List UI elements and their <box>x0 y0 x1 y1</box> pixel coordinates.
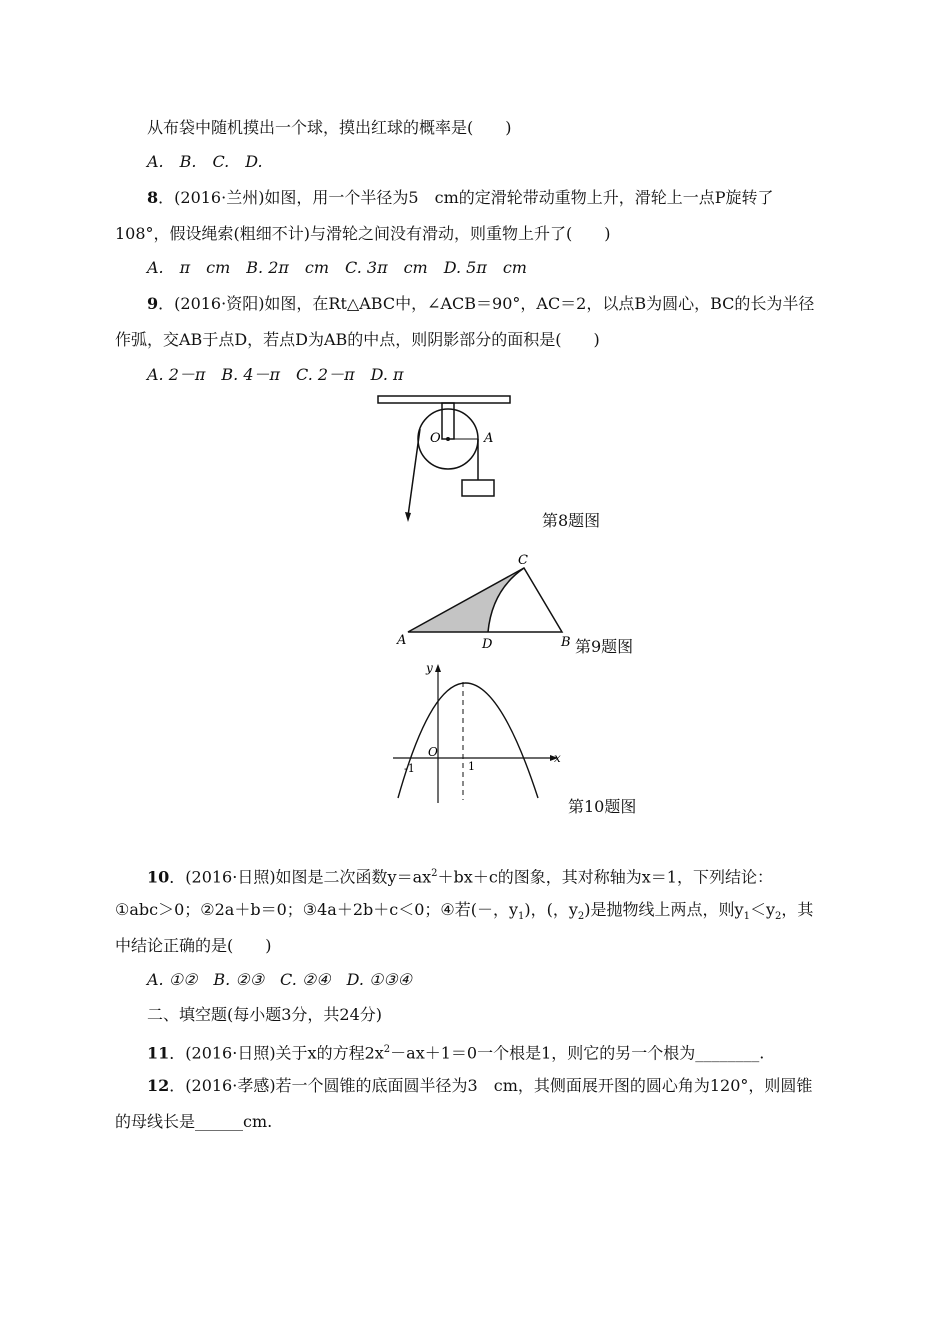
label-1: 1 <box>468 760 475 773</box>
q11-sup: 2 <box>383 1044 391 1055</box>
q10-sub4: 2 <box>775 911 782 923</box>
q10-sub1: 1 <box>518 911 525 923</box>
q11-text-a: ．(2016·日照)关于x的方程2x <box>169 1043 384 1063</box>
label-o: O <box>430 431 441 446</box>
q12-text: ．(2016·孝感)若一个圆锥的底面圆半径为3 cm，其侧面展开图的圆心角为120°，则圆锥 <box>169 1076 813 1095</box>
q7-options: A. B. C. D. <box>147 152 263 171</box>
fig9-caption: 第9题图 <box>575 637 634 656</box>
q10-line3: 中结论正确的是( ) <box>115 936 272 955</box>
q10-sup: 2 <box>431 868 438 879</box>
label-b: B <box>561 635 571 650</box>
q12-line2: 的母线长是______cm. <box>115 1112 273 1131</box>
q12-number: 12 <box>147 1076 170 1095</box>
label-d: D <box>482 637 493 652</box>
label-a: A <box>397 633 407 648</box>
q9-line2: 作弧，交AB于点D，若点D为AB的中点，则阴影部分的面积是( ) <box>115 330 600 349</box>
q12-line1 <box>147 1076 812 1096</box>
section-heading: 二、填空题(每小题3分，共24分) <box>147 1005 383 1024</box>
q10-l2-e: ，其 <box>781 900 814 919</box>
q9-options: A. 2－π B. 4－π C. 2－π D. π <box>147 365 404 384</box>
weight-block <box>462 480 494 496</box>
q11-text-b: －ax＋1＝0一个根是1，则它的另一个根为________. <box>390 1043 765 1063</box>
q10-sub2: 2 <box>577 911 585 923</box>
label-neg1: -1 <box>404 762 415 775</box>
label-c: C <box>518 553 528 568</box>
q10-line2 <box>115 900 813 927</box>
q10-l2-a: ①abc＞0；②2a＋b＝0；③4a＋2b＋c＜0；④若(－，y <box>115 900 519 919</box>
q10-options: A. ①② B. ②③ C. ②④ D. ①③④ <box>147 970 413 989</box>
triangle-figure <box>392 548 582 656</box>
q8-text: ．(2016·兰州)如图，用一个半径为5 cm的定滑轮带动重物上升，滑轮上一点P旋转了 <box>158 188 774 207</box>
q9-line1 <box>147 294 814 314</box>
q8-number: 8 <box>147 188 159 207</box>
q10-l2-b: )，(，y <box>524 900 578 919</box>
q8-line2: 108°，假设绳索(粗细不计)与滑轮之间没有滑动，则重物上升了( ) <box>115 224 611 243</box>
q11-number: 11 <box>147 1043 170 1063</box>
q11-line <box>147 1040 764 1063</box>
q10-sub3: 1 <box>743 911 750 923</box>
q10-text-a: ．(2016·日照)如图是二次函数y＝ax <box>169 867 432 887</box>
label-a: A <box>484 431 494 446</box>
pulley-figure <box>370 392 520 527</box>
q10-line1 <box>147 864 773 887</box>
label-y: y <box>426 661 433 675</box>
parabola-curve <box>398 683 538 798</box>
q9-number: 9 <box>147 294 159 313</box>
q10-l2-c: )是抛物线上两点，则y <box>584 900 744 919</box>
q7-stem: 从布袋中随机摸出一个球，摸出红球的概率是( ) <box>147 118 512 137</box>
q10-text-b: ＋bx＋c的图象，其对称轴为x＝1，下列结论： <box>437 867 773 887</box>
q8-options: A. π cm B. 2π cm C. 3π cm D. 5π cm <box>147 258 527 277</box>
pull-arrow-icon <box>405 512 411 522</box>
label-o: O <box>428 745 438 759</box>
q10-l2-d: ＜y <box>749 900 776 919</box>
q9-text: ．(2016·资阳)如图，在Rt△ABC中，∠ACB＝90°，AC＝2，以点B为圆心，BC的长为半径 <box>158 294 815 313</box>
label-x: x <box>554 751 561 765</box>
parabola-figure <box>388 658 568 808</box>
y-axis-arrow-icon <box>435 664 441 672</box>
ceiling-beam <box>378 396 510 403</box>
pull-rope <box>408 429 420 516</box>
q10-number: 10 <box>147 867 170 887</box>
fig8-caption: 第8题图 <box>542 511 601 530</box>
q8-line1 <box>147 188 774 208</box>
fig10-caption: 第10题图 <box>568 797 637 816</box>
